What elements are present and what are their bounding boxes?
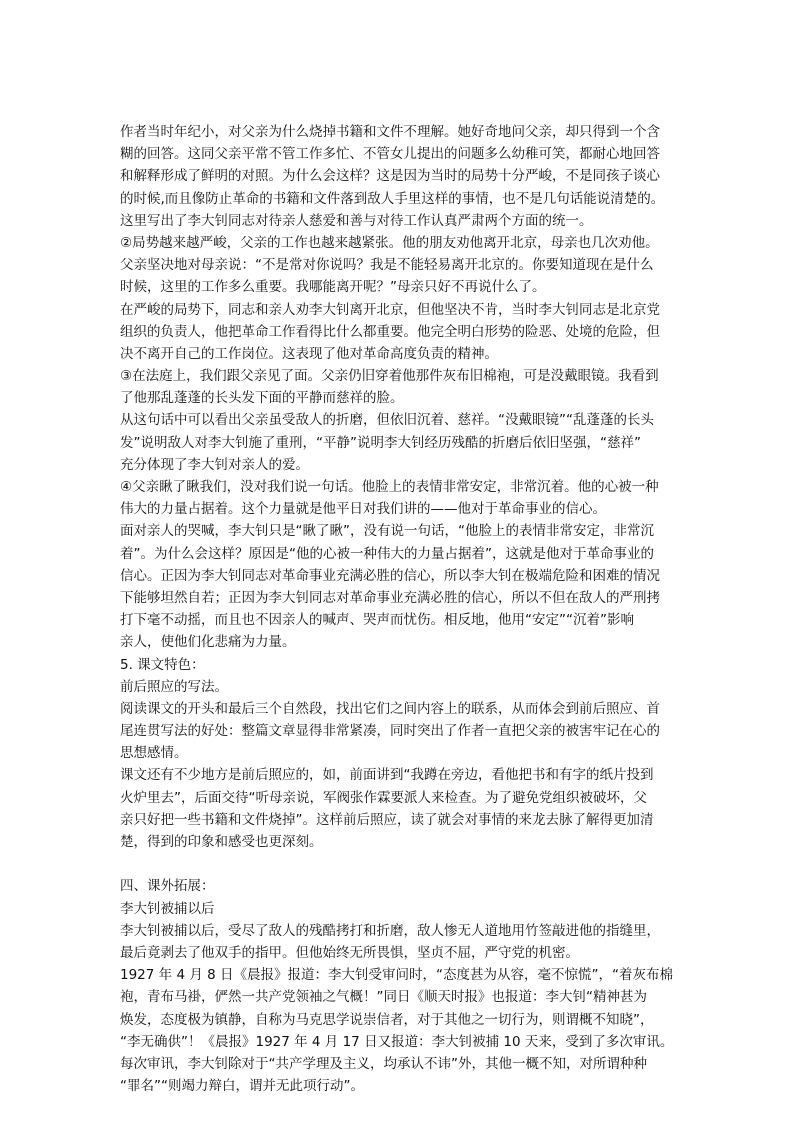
text-line: 下能够坦然自若；正因为李大钊同志对革命事业充满必胜的信心，所以不但在敌人的严刑拷 [120,589,660,606]
subsection-title: 李大钊被捕以后 [120,900,215,917]
text-line: 袍，青布马褂，俨然一共产党领袖之气概！”同日《顺天时报》也报道：李大钊“精神甚为 [120,989,647,1006]
text-line: 亲只好把一些书籍和文件烧掉”。这样前后照应，读了就会对事情的来龙去脉了解得更加清 [120,811,654,828]
section-heading: 5. 课文特色： [120,656,205,673]
text-line: 焕发，态度极为镇静，自称为马克思学说崇信者，对于其他之一切行为，则谓概不知晓”， [120,1011,654,1028]
text-line: ③在法庭上，我们跟父亲见了面。父亲仍旧穿着他那件灰布旧棉袍，可是没戴眼镜。我看到 [120,368,659,385]
text-line: 充分体现了李大钊对亲人的爱。 [120,456,309,473]
text-line: “李无确供”！《晨报》1927 年 4 月 17 日又报道：李大钊被捕 10 天来，受到了多次审讯。 [120,1033,674,1050]
text-line: 伟大的力量占据着。这个力量就是他平日对我们讲的——他对于革命事业的信心。 [120,501,606,518]
text-line: 李大钊被捕以后，受尽了敌人的残酷拷打和折磨，敌人惨无人道地用竹签敲进他的指缝里， [120,922,660,939]
text-line: “罪名”“则竭力辩白，谓并无此项行动”。 [120,1078,364,1095]
text-line: 时候，这里的工作多么重要。我哪能离开呢？”母亲只好不再说什么了。 [120,279,546,296]
text-line: 从这句话中可以看出父亲虽受敌人的折磨，但依旧沉着、慈祥。“没戴眼镜”“乱蓬蓬的长头 [120,412,654,429]
blank-line [120,853,682,875]
text-line: 在严峻的局势下，同志和亲人劝李大钊离开北京，但他坚决不肯，当时李大钊同志是北京党 [120,301,660,318]
text-line: 尾连贯写法的好处：整篇文章显得非常紧凑，同时突出了作者一直把父亲的被害牢记在心的 [120,723,660,740]
text-line: 打下毫不动摇，而且也不因亲人的喊声、哭声而忧伤。相反地，他用“安定”“沉着”影响 [120,612,634,629]
text-line: 楚，得到的印象和感受也更深刻。 [120,834,323,850]
text-line: 作者当时年纪小，对父亲为什么烧掉书籍和文件不理解。她好奇地问父亲，却只得到一个含 [120,124,660,140]
document-body [120,121,682,1097]
text-line: 和解释形成了鲜明的对照。为什么会这样？这是因为当时的局势十分严峻，不是同孩子谈心 [120,168,660,185]
text-line: 信心。正因为李大钊同志对革命事业充满必胜的信心，所以李大钊在极端危险和困难的情况 [120,567,660,584]
text-line: 了他那乱蓬蓬的长头发下面的平静而慈祥的脸。 [120,390,404,407]
text-line: 思想感情。 [120,745,188,762]
text-line: 决不离开自己的工作岗位。这表现了他对革命高度负责的精神。 [120,345,498,362]
section-heading: 四、课外拓展： [120,878,215,895]
text-line: 前后照应的写法。 [120,678,228,695]
text-line: 课文还有不少地方是前后照应的，如，前面讲到“我蹲在旁边，看他把书和有字的纸片投到 [120,767,654,784]
text-line: 每次审讯，李大钊除对于“共产学理及主义，均承认不讳”外，其他一概不知，对所谓种种 [120,1055,647,1072]
text-line: 1927 年 4 月 8 日《晨报》报道：李大钊受审问时，“态度甚为从容，毫不惊慌”，“着灰布棉 [120,967,673,984]
text-line: ④父亲瞅了瞅我们，没对我们说一句话。他脸上的表情非常安定，非常沉着。他的心被一种 [120,479,659,495]
text-line: 糊的回答。这同父亲平常不管工作多忙、不管女儿提出的问题多么幼稚可笑，都耐心地回答 [120,146,660,163]
text-line: 着”。为什么会这样？原因是“他的心被一种伟大的力量占据着”，这就是他对于革命事业的 [120,545,654,562]
text-line: 面对亲人的哭喊，李大钊只是“瞅了瞅”，没有说一句话，“他脸上的表情非常安定，非常沉 [120,523,654,540]
text-line: 阅读课文的开头和最后三个自然段，找出它们之间内容上的联系，从而体会到前后照应、首 [120,700,660,717]
text-line: 发”说明敌人对李大钊施了重刑，“平静”说明李大钊经历残酷的折磨后依旧坚强，“慈祥” [120,434,641,451]
text-line: 组织的负责人，他把革命工作看得比什么都重要。他完全明白形势的险恶、处境的危险，但 [120,323,660,340]
text-line: 父亲坚决地对母亲说：“不是常对你说吗？我是不能轻易离开北京的。你要知道现在是什么 [120,257,654,274]
text-line: 这里写出了李大钊同志对待亲人慈爱和善与对待工作认真严肃两个方面的统一。 [120,212,593,229]
text-line: 亲人，使他们化悲痛为力量。 [120,634,296,651]
text-line: 的时候,而且像防止革命的书籍和文件落到敌人手里这样的事情，也不是几句话能说清楚的。 [120,190,665,207]
text-line: 火炉里去”，后面交待“听母亲说，军阀张作霖要派人来检查。为了避免党组织被破坏，父 [120,789,647,806]
text-line: 最后竟剥去了他双手的指甲。但他始终无所畏惧，坚贞不屈，严守党的机密。 [120,944,579,961]
text-line: ②局势越来越严峻，父亲的工作也越来越紧张。他的朋友劝他离开北京，母亲也几次劝他。 [120,234,659,251]
